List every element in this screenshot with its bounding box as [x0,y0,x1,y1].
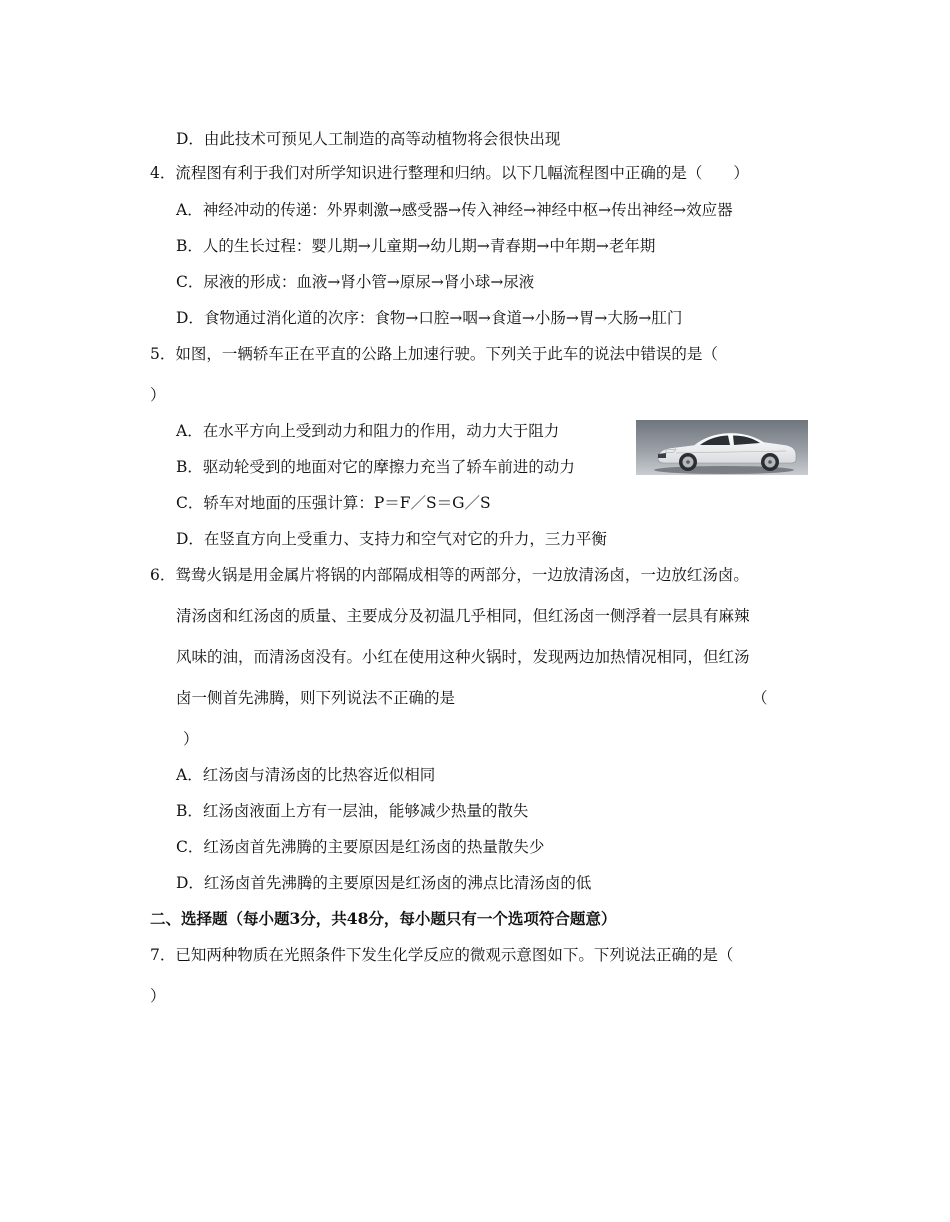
q6-paren-close: ） [183,730,199,748]
q4-option-d: D．食物通过消化道的次序：食物→口腔→咽→食道→小肠→胃→大肠→肛门 [176,309,683,327]
q5-stem-line2: ） [150,386,166,404]
q6-stem-line3: 风味的油，而清汤卤没有。小红在使用这种火锅时，发现两边加热情况相同，但红汤 [176,648,750,666]
q6-option-b: B．红汤卤液面上方有一层油，能够减少热量的散失 [176,802,529,820]
q7-stem-line2: ） [150,987,166,1005]
q5-option-b: B．驱动轮受到的地面对它的摩擦力充当了轿车前进的动力 [176,458,575,476]
q4-option-a: A．神经冲动的传递：外界刺激→感受器→传入神经→神经中枢→传出神经→效应器 [176,201,733,219]
q5-option-d: D．在竖直方向上受重力、支持力和空气对它的升力，三力平衡 [176,530,607,548]
q4-stem: 4．流程图有利于我们对所学知识进行整理和归纳。以下几幅流程图中正确的是（ ） [150,164,749,182]
q6-stem-line4: 卤一侧首先沸腾，则下列说法不正确的是 [176,689,456,707]
q6-stem-line2: 清汤卤和红汤卤的质量、主要成分及初温几乎相同，但红汤卤一侧浮着一层具有麻辣 [176,607,750,625]
q5-option-a: A．在水平方向上受到动力和阻力的作用，动力大于阻力 [176,422,560,440]
section-heading: 二、选择题（每小题3分，共48分，每小题只有一个选项符合题意） [150,909,617,928]
q4-option-c: C．尿液的形成：血液→肾小管→原尿→肾小球→尿液 [176,273,535,291]
q6-paren-open: （ [752,689,768,707]
q5-option-c: C．轿车对地面的压强计算：P＝F／S＝G／S [176,494,491,512]
sedan-car-image [636,420,808,475]
q5-stem-line1: 5．如图，一辆轿车正在平直的公路上加速行驶。下列关于此车的说法中错误的是（ [150,345,718,363]
q6-option-a: A．红汤卤与清汤卤的比热容近似相同 [176,766,436,784]
q6-option-c: C．红汤卤首先沸腾的主要原因是红汤卤的热量散失少 [176,838,545,856]
q3-option-d: D．由此技术可预见人工制造的高等动植物将会很快出现 [176,130,561,148]
q6-stem-line1: 6．鸳鸯火锅是用金属片将锅的内部隔成相等的两部分，一边放清汤卤，一边放红汤卤。 [150,566,749,584]
q4-option-b: B．人的生长过程：婴儿期→儿童期→幼儿期→青春期→中年期→老年期 [176,237,656,255]
q7-stem-line1: 7．已知两种物质在光照条件下发生化学反应的微观示意图如下。下列说法正确的是（ [150,946,734,964]
q6-option-d: D．红汤卤首先沸腾的主要原因是红汤卤的沸点比清汤卤的低 [176,874,592,892]
